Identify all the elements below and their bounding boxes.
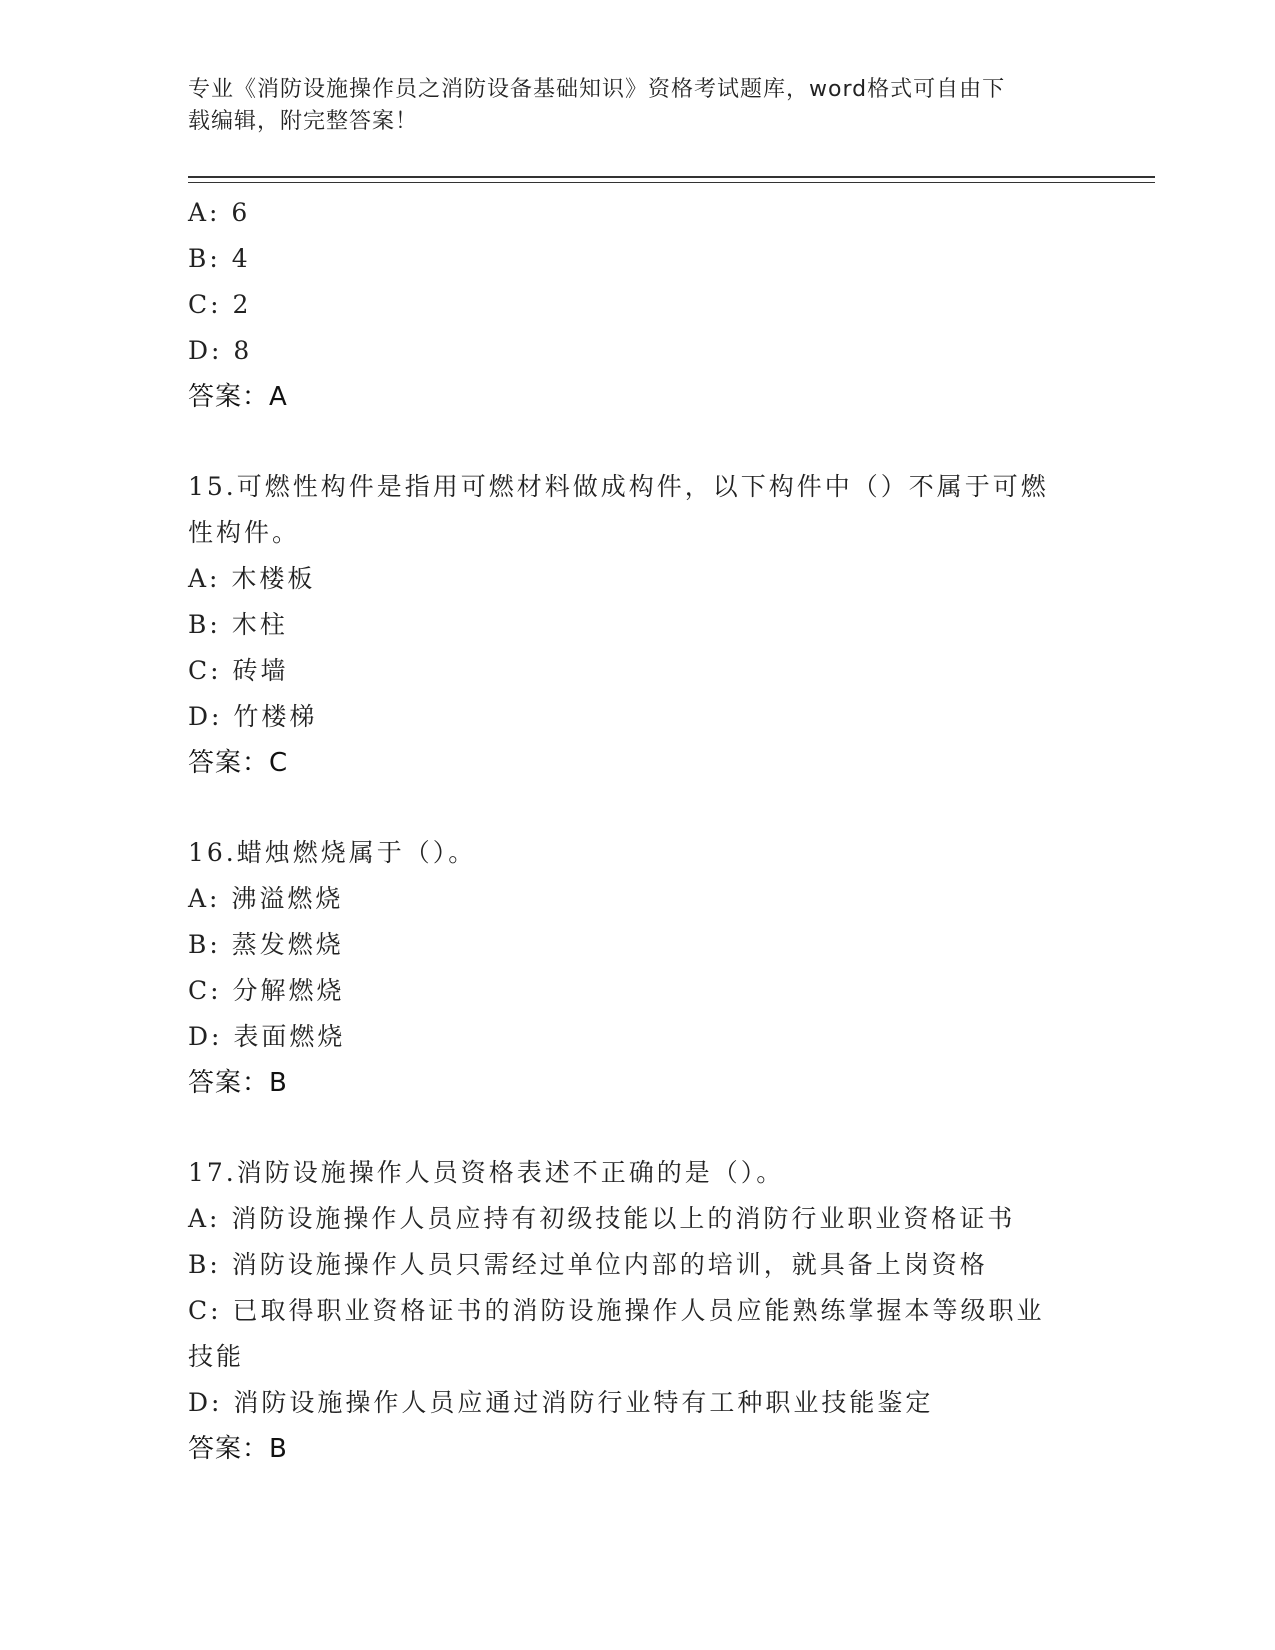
option-a: A: 沸溢燃烧 [188,884,344,913]
option-c-continuation: 技能 [188,1342,245,1371]
option-a: A: 6 [188,198,251,227]
answer: 答案：C [188,748,289,778]
question-17 [188,1150,1088,1472]
question-14 [188,190,1088,420]
option-b: B: 消防设施操作人员只需经过单位内部的培训，就具备上岗资格 [188,1250,988,1279]
document-body [188,190,1088,1472]
spacer [188,786,1088,830]
header-rule-top [188,176,1155,178]
answer: 答案：B [188,1068,288,1098]
question-15 [188,464,1088,786]
option-d: D: 8 [188,336,253,365]
option-c: C: 砖墙 [188,656,289,685]
option-c: C: 已取得职业资格证书的消防设施操作人员应能熟练掌握本等级职业 [188,1296,1045,1325]
option-a: A: 消防设施操作人员应持有初级技能以上的消防行业职业资格证书 [188,1204,1016,1233]
question-16 [188,830,1088,1106]
option-d: D: 竹楼梯 [188,702,318,731]
header-line-2: 载编辑，附完整答案！ [188,109,419,134]
option-c: C: 分解燃烧 [188,976,345,1005]
header-rule-bottom [188,182,1155,183]
question-stem-line-1: 17.消防设施操作人员资格表述不正确的是（）。 [188,1158,785,1187]
option-a: A: 木楼板 [188,564,316,593]
option-c: C: 2 [188,290,252,319]
question-stem-line-1: 15.可燃性构件是指用可燃材料做成构件，以下构件中（）不属于可燃 [188,472,1049,501]
option-b: B: 蒸发燃烧 [188,930,344,959]
question-stem-line-2: 性构件。 [188,518,301,547]
answer: 答案：A [188,382,288,412]
option-b: B: 4 [188,244,251,273]
answer: 答案：B [188,1434,288,1464]
option-b: B: 木柱 [188,610,288,639]
question-stem-line-1: 16.蜡烛燃烧属于（）。 [188,838,477,867]
spacer [188,1106,1088,1150]
spacer [188,420,1088,464]
document-header [188,74,1068,138]
option-d: D: 表面燃烧 [188,1022,346,1051]
header-line-1: 专业《消防设施操作员之消防设备基础知识》资格考试题库，word格式可自由下 [188,77,1006,102]
option-d: D: 消防设施操作人员应通过消防行业特有工种职业技能鉴定 [188,1388,934,1417]
